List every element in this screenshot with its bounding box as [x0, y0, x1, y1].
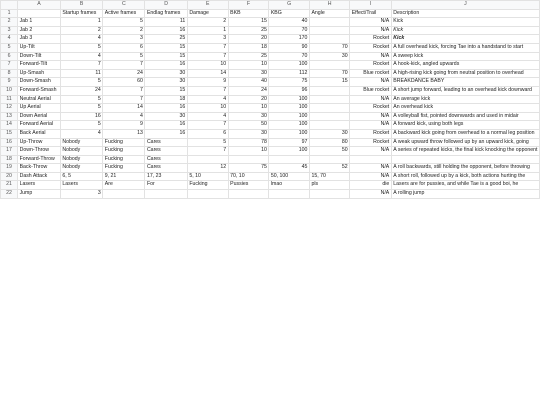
cell-g15[interactable]: 100	[269, 129, 310, 138]
row-header[interactable]: 8	[1, 69, 18, 78]
cell-g21[interactable]: lmao	[269, 181, 310, 190]
cell-b9[interactable]: 5	[60, 78, 102, 87]
cell-e19[interactable]: 12	[187, 164, 228, 173]
sheet-row	[1, 147, 540, 156]
sheet-row	[1, 155, 540, 164]
row-header[interactable]: 3	[1, 26, 18, 35]
cell-e21[interactable]: Fucking	[187, 181, 228, 190]
row-header[interactable]: 9	[1, 78, 18, 87]
cell-j11[interactable]: An average kick	[391, 95, 539, 104]
cell-i16[interactable]: Rocket	[350, 138, 392, 147]
select-all-corner[interactable]	[1, 1, 18, 10]
cell-d22[interactable]	[145, 190, 187, 199]
cell-i12[interactable]: Rocket	[350, 104, 392, 113]
cell-f7[interactable]: 10	[228, 61, 269, 70]
row-header[interactable]: 16	[1, 138, 18, 147]
cell-f14[interactable]: 50	[228, 121, 269, 130]
cell-i6[interactable]: N/A	[350, 52, 392, 61]
cell-c3[interactable]: 2	[103, 26, 145, 35]
cell-c19[interactable]: Fucking	[103, 164, 145, 173]
row-header[interactable]: 20	[1, 172, 18, 181]
cell-a13[interactable]: Down Aerial	[18, 112, 61, 121]
cell-g12[interactable]: 100	[269, 104, 310, 113]
column-header-a[interactable]: A	[18, 1, 61, 10]
cell-b5[interactable]: 5	[60, 43, 102, 52]
cell-a21[interactable]: Lasers	[18, 181, 61, 190]
cell-i10[interactable]: Blue rocket	[350, 86, 392, 95]
cell-a15[interactable]: Back Aerial	[18, 129, 61, 138]
sheet-row	[1, 129, 540, 138]
cell-g1[interactable]: KBG	[269, 9, 310, 18]
cell-c21[interactable]: Are	[103, 181, 145, 190]
row-header[interactable]: 4	[1, 35, 18, 44]
cell-g18[interactable]	[269, 155, 310, 164]
cell-d16[interactable]: Cares	[145, 138, 187, 147]
cell-c10[interactable]: 7	[103, 86, 145, 95]
cell-f18[interactable]	[228, 155, 269, 164]
cell-b2[interactable]: 1	[60, 18, 102, 27]
cell-j16[interactable]: A weak upward throw followed up by an upward kick, going	[391, 138, 539, 147]
cell-h5[interactable]: 70	[309, 43, 349, 52]
row-header[interactable]: 2	[1, 18, 18, 27]
cell-h3[interactable]	[309, 26, 349, 35]
cell-h18[interactable]	[309, 155, 349, 164]
cell-i13[interactable]: N/A	[350, 112, 392, 121]
cell-h9[interactable]: 15	[309, 78, 349, 87]
cell-c17[interactable]: Fucking	[103, 147, 145, 156]
cell-c5[interactable]: 6	[103, 43, 145, 52]
cell-a3[interactable]: Jab 2	[18, 26, 61, 35]
cell-h16[interactable]: 80	[309, 138, 349, 147]
column-header-j[interactable]: J	[391, 1, 539, 10]
sheet-row	[1, 35, 540, 44]
cell-e6[interactable]: 7	[187, 52, 228, 61]
cell-d7[interactable]: 16	[145, 61, 187, 70]
cell-b17[interactable]: Nobody	[60, 147, 102, 156]
cell-d14[interactable]: 16	[145, 121, 187, 130]
cell-b12[interactable]: 5	[60, 104, 102, 113]
cell-i15[interactable]: Rocket	[350, 129, 392, 138]
cell-a10[interactable]: Forward-Smash	[18, 86, 61, 95]
cell-g16[interactable]: 97	[269, 138, 310, 147]
cell-h7[interactable]	[309, 61, 349, 70]
cell-d13[interactable]: 30	[145, 112, 187, 121]
cell-b20[interactable]: 6, 5	[60, 172, 102, 181]
cell-i22[interactable]: N/A	[350, 190, 392, 199]
cell-h14[interactable]	[309, 121, 349, 130]
cell-e8[interactable]: 14	[187, 69, 228, 78]
cell-g10[interactable]: 96	[269, 86, 310, 95]
cell-e13[interactable]: 4	[187, 112, 228, 121]
cell-d10[interactable]: 15	[145, 86, 187, 95]
sheet-row	[1, 86, 540, 95]
cell-h1[interactable]: Angle	[309, 9, 349, 18]
cell-h8[interactable]: 70	[309, 69, 349, 78]
row-header[interactable]: 5	[1, 43, 18, 52]
cell-a22[interactable]: Jump	[18, 190, 61, 199]
cell-e22[interactable]	[187, 190, 228, 199]
cell-a20[interactable]: Dash Attack	[18, 172, 61, 181]
sheet-row	[1, 121, 540, 130]
row-header[interactable]: 11	[1, 95, 18, 104]
sheet-row	[1, 61, 540, 70]
cell-c18[interactable]: Fucking	[103, 155, 145, 164]
cell-j15[interactable]: A backward kick going from overhead to a normal leg position	[391, 129, 539, 138]
cell-f19[interactable]: 75	[228, 164, 269, 173]
cell-d8[interactable]: 30	[145, 69, 187, 78]
cell-b16[interactable]: Nobody	[60, 138, 102, 147]
cell-e5[interactable]: 7	[187, 43, 228, 52]
cell-i5[interactable]: Rocket	[350, 43, 392, 52]
sheet-row	[1, 190, 540, 199]
column-header-row	[1, 1, 540, 10]
cell-f13[interactable]: 30	[228, 112, 269, 121]
cell-f1[interactable]: BKB	[228, 9, 269, 18]
cell-b14[interactable]: 5	[60, 121, 102, 130]
cell-a14[interactable]: Forward Aerial	[18, 121, 61, 130]
cell-h22[interactable]	[309, 190, 349, 199]
row-header[interactable]: 12	[1, 104, 18, 113]
cell-d9[interactable]: 30	[145, 78, 187, 87]
cell-h10[interactable]	[309, 86, 349, 95]
cell-e11[interactable]: 4	[187, 95, 228, 104]
cell-j2[interactable]: Kick	[391, 18, 539, 27]
cell-i9[interactable]: N/A	[350, 78, 392, 87]
column-header-i[interactable]: I	[350, 1, 392, 10]
cell-b15[interactable]: 4	[60, 129, 102, 138]
cell-j8[interactable]: A high-rising kick going from neutral position to overhead	[391, 69, 539, 78]
cell-b6[interactable]: 4	[60, 52, 102, 61]
cell-h2[interactable]	[309, 18, 349, 27]
cell-c4[interactable]: 3	[103, 35, 145, 44]
cell-a18[interactable]: Forward-Throw	[18, 155, 61, 164]
cell-i4[interactable]: Rocket	[350, 35, 392, 44]
cell-j21[interactable]: Lasers are for pussies, and while Tae is a good boi, he	[391, 181, 539, 190]
cell-d12[interactable]: 16	[145, 104, 187, 113]
row-header[interactable]: 1	[1, 9, 18, 18]
cell-g5[interactable]: 90	[269, 43, 310, 52]
cell-c14[interactable]: 9	[103, 121, 145, 130]
column-header-c[interactable]: C	[103, 1, 145, 10]
cell-c20[interactable]: 9, 21	[103, 172, 145, 181]
cell-b10[interactable]: 24	[60, 86, 102, 95]
cell-d17[interactable]: Cares	[145, 147, 187, 156]
cell-j5[interactable]: A full overhead kick, forcing Tae into a handstand to start	[391, 43, 539, 52]
sheet-row	[1, 9, 540, 18]
cell-h17[interactable]: 50	[309, 147, 349, 156]
cell-e10[interactable]: 7	[187, 86, 228, 95]
sheet-row	[1, 164, 540, 173]
cell-f17[interactable]: 10	[228, 147, 269, 156]
cell-g8[interactable]: 112	[269, 69, 310, 78]
cell-d15[interactable]: 16	[145, 129, 187, 138]
cell-j13[interactable]: A volleyball fist, pointed downwards and used in midair	[391, 112, 539, 121]
cell-d3[interactable]: 16	[145, 26, 187, 35]
cell-i3[interactable]: N/A	[350, 26, 392, 35]
cell-f2[interactable]: 15	[228, 18, 269, 27]
cell-b11[interactable]: 5	[60, 95, 102, 104]
cell-b21[interactable]: Lasers	[60, 181, 102, 190]
cell-a17[interactable]: Down-Throw	[18, 147, 61, 156]
cell-g20[interactable]: 50, 100	[269, 172, 310, 181]
cell-a12[interactable]: Up Aerial	[18, 104, 61, 113]
cell-h11[interactable]	[309, 95, 349, 104]
cell-j18[interactable]	[391, 155, 539, 164]
cell-i19[interactable]: N/A	[350, 164, 392, 173]
cell-e20[interactable]: 5, 10	[187, 172, 228, 181]
cell-f16[interactable]: 78	[228, 138, 269, 147]
cell-i7[interactable]: Rocket	[350, 61, 392, 70]
cell-c22[interactable]	[103, 190, 145, 199]
cell-g11[interactable]: 100	[269, 95, 310, 104]
cell-i8[interactable]: Blue rocket	[350, 69, 392, 78]
cell-e1[interactable]: Damage	[187, 9, 228, 18]
cell-d5[interactable]: 15	[145, 43, 187, 52]
cell-a9[interactable]: Down-Smash	[18, 78, 61, 87]
cell-g13[interactable]: 100	[269, 112, 310, 121]
cell-b1[interactable]: Startup frames	[60, 9, 102, 18]
cell-c16[interactable]: Fucking	[103, 138, 145, 147]
row-header[interactable]: 7	[1, 61, 18, 70]
cell-g17[interactable]: 100	[269, 147, 310, 156]
cell-e4[interactable]: 3	[187, 35, 228, 44]
cell-b7[interactable]: 7	[60, 61, 102, 70]
spreadsheet-grid	[0, 0, 540, 199]
cell-j20[interactable]: A short roll, followed up by a kick, both actions hurting the	[391, 172, 539, 181]
cell-a4[interactable]: Jab 3	[18, 35, 61, 44]
cell-c1[interactable]: Active frames	[103, 9, 145, 18]
cell-i2[interactable]: N/A	[350, 18, 392, 27]
cell-j22[interactable]: A rolling jump	[391, 190, 539, 199]
cell-c9[interactable]: 60	[103, 78, 145, 87]
cell-c8[interactable]: 24	[103, 69, 145, 78]
cell-j4[interactable]: Kick	[391, 35, 539, 44]
cell-j19[interactable]: A roll backwards, still holding the opponent, before throwing	[391, 164, 539, 173]
column-header-h[interactable]: H	[309, 1, 349, 10]
cell-d1[interactable]: Endlag frames	[145, 9, 187, 18]
cell-h13[interactable]	[309, 112, 349, 121]
cell-a19[interactable]: Back-Throw	[18, 164, 61, 173]
sheet-row	[1, 78, 540, 87]
cell-b19[interactable]: Nobody	[60, 164, 102, 173]
sheet-row	[1, 138, 540, 147]
cell-d2[interactable]: 11	[145, 18, 187, 27]
row-header[interactable]: 14	[1, 121, 18, 130]
cell-c7[interactable]: 7	[103, 61, 145, 70]
sheet-row	[1, 172, 540, 181]
cell-c11[interactable]: 7	[103, 95, 145, 104]
cell-e3[interactable]: 1	[187, 26, 228, 35]
cell-a6[interactable]: Down-Tilt	[18, 52, 61, 61]
sheet-row	[1, 104, 540, 113]
row-header[interactable]: 18	[1, 155, 18, 164]
cell-j1[interactable]: Description	[391, 9, 539, 18]
cell-e18[interactable]	[187, 155, 228, 164]
cell-b22[interactable]: 3	[60, 190, 102, 199]
cell-j10[interactable]: A short jump forward, leading to an overhead kick downward	[391, 86, 539, 95]
cell-i14[interactable]: N/A	[350, 121, 392, 130]
sheet-row	[1, 95, 540, 104]
sheet-row	[1, 26, 540, 35]
column-header-g[interactable]: G	[269, 1, 310, 10]
cell-a16[interactable]: Up-Throw	[18, 138, 61, 147]
cell-g2[interactable]: 40	[269, 18, 310, 27]
cell-f10[interactable]: 24	[228, 86, 269, 95]
cell-d6[interactable]: 15	[145, 52, 187, 61]
cell-e9[interactable]: 9	[187, 78, 228, 87]
cell-i1[interactable]: Effect/Trail	[350, 9, 392, 18]
cell-c13[interactable]: 4	[103, 112, 145, 121]
row-header[interactable]: 21	[1, 181, 18, 190]
cell-j14[interactable]: A forward kick, using both legs	[391, 121, 539, 130]
column-header-d[interactable]: D	[145, 1, 187, 10]
cell-a1[interactable]	[18, 9, 61, 18]
cell-b8[interactable]: 11	[60, 69, 102, 78]
cell-g22[interactable]	[269, 190, 310, 199]
cell-a5[interactable]: Up-Tilt	[18, 43, 61, 52]
cell-h15[interactable]: 30	[309, 129, 349, 138]
cell-f20[interactable]: 70, 10	[228, 172, 269, 181]
cell-d4[interactable]: 25	[145, 35, 187, 44]
row-header[interactable]: 10	[1, 86, 18, 95]
cell-h6[interactable]: 30	[309, 52, 349, 61]
cell-j6[interactable]: A sweep kick	[391, 52, 539, 61]
cell-g14[interactable]: 100	[269, 121, 310, 130]
cell-b3[interactable]: 2	[60, 26, 102, 35]
cell-f22[interactable]	[228, 190, 269, 199]
cell-d19[interactable]: Cares	[145, 164, 187, 173]
cell-b18[interactable]: Nobody	[60, 155, 102, 164]
cell-j3[interactable]: Kick	[391, 26, 539, 35]
cell-b4[interactable]: 4	[60, 35, 102, 44]
cell-d20[interactable]: 17, 23	[145, 172, 187, 181]
cell-e14[interactable]: 7	[187, 121, 228, 130]
cell-g6[interactable]: 70	[269, 52, 310, 61]
cell-i20[interactable]: N/A	[350, 172, 392, 181]
cell-c6[interactable]: 5	[103, 52, 145, 61]
cell-a8[interactable]: Up-Smash	[18, 69, 61, 78]
cell-a7[interactable]: Forward-Tilt	[18, 61, 61, 70]
column-header-f[interactable]: F	[228, 1, 269, 10]
cell-j17[interactable]: A series of repeated kicks, the final kick knocking the opponent	[391, 147, 539, 156]
cell-h4[interactable]	[309, 35, 349, 44]
cell-j7[interactable]: A hook-kick, angled upwards	[391, 61, 539, 70]
cell-g7[interactable]: 100	[269, 61, 310, 70]
cell-d18[interactable]: Cares	[145, 155, 187, 164]
cell-a11[interactable]: Neutral Aerial	[18, 95, 61, 104]
row-header[interactable]: 17	[1, 147, 18, 156]
cell-a2[interactable]: Jab 1	[18, 18, 61, 27]
sheet-row	[1, 43, 540, 52]
cell-f15[interactable]: 30	[228, 129, 269, 138]
cell-i21[interactable]: die	[350, 181, 392, 190]
cell-c2[interactable]: 5	[103, 18, 145, 27]
cell-h19[interactable]: 52	[309, 164, 349, 173]
cell-g4[interactable]: 170	[269, 35, 310, 44]
cell-e7[interactable]: 10	[187, 61, 228, 70]
cell-c15[interactable]: 13	[103, 129, 145, 138]
cell-e15[interactable]: 6	[187, 129, 228, 138]
cell-e17[interactable]: 7	[187, 147, 228, 156]
row-header[interactable]: 19	[1, 164, 18, 173]
cell-f6[interactable]: 25	[228, 52, 269, 61]
cell-f21[interactable]: Pussies	[228, 181, 269, 190]
sheet-row	[1, 52, 540, 61]
cell-f11[interactable]: 20	[228, 95, 269, 104]
cell-j9[interactable]: BREAKDANCE BABY	[391, 78, 539, 87]
cell-j12[interactable]: An overhead kick	[391, 104, 539, 113]
row-header[interactable]: 13	[1, 112, 18, 121]
cell-e12[interactable]: 10	[187, 104, 228, 113]
cell-f8[interactable]: 30	[228, 69, 269, 78]
sheet-row	[1, 69, 540, 78]
cell-f5[interactable]: 18	[228, 43, 269, 52]
row-header[interactable]: 6	[1, 52, 18, 61]
cell-f9[interactable]: 40	[228, 78, 269, 87]
column-header-e[interactable]: E	[187, 1, 228, 10]
cell-b13[interactable]: 16	[60, 112, 102, 121]
cell-g19[interactable]: 45	[269, 164, 310, 173]
column-header-b[interactable]: B	[60, 1, 102, 10]
cell-f4[interactable]: 20	[228, 35, 269, 44]
cell-f12[interactable]: 10	[228, 104, 269, 113]
cell-e2[interactable]: 2	[187, 18, 228, 27]
cell-g9[interactable]: 75	[269, 78, 310, 87]
cell-h20[interactable]: 15, 70	[309, 172, 349, 181]
cell-d11[interactable]: 18	[145, 95, 187, 104]
cell-i17[interactable]: N/A	[350, 147, 392, 156]
cell-e16[interactable]: 5	[187, 138, 228, 147]
cell-h12[interactable]	[309, 104, 349, 113]
cell-c12[interactable]: 14	[103, 104, 145, 113]
sheet-row	[1, 181, 540, 190]
cell-g3[interactable]: 70	[269, 26, 310, 35]
cell-i11[interactable]: N/A	[350, 95, 392, 104]
row-header[interactable]: 15	[1, 129, 18, 138]
sheet-row	[1, 18, 540, 27]
cell-f3[interactable]: 25	[228, 26, 269, 35]
cell-i18[interactable]	[350, 155, 392, 164]
cell-d21[interactable]: For	[145, 181, 187, 190]
cell-h21[interactable]: pls	[309, 181, 349, 190]
row-header[interactable]: 22	[1, 190, 18, 199]
sheet-row	[1, 112, 540, 121]
